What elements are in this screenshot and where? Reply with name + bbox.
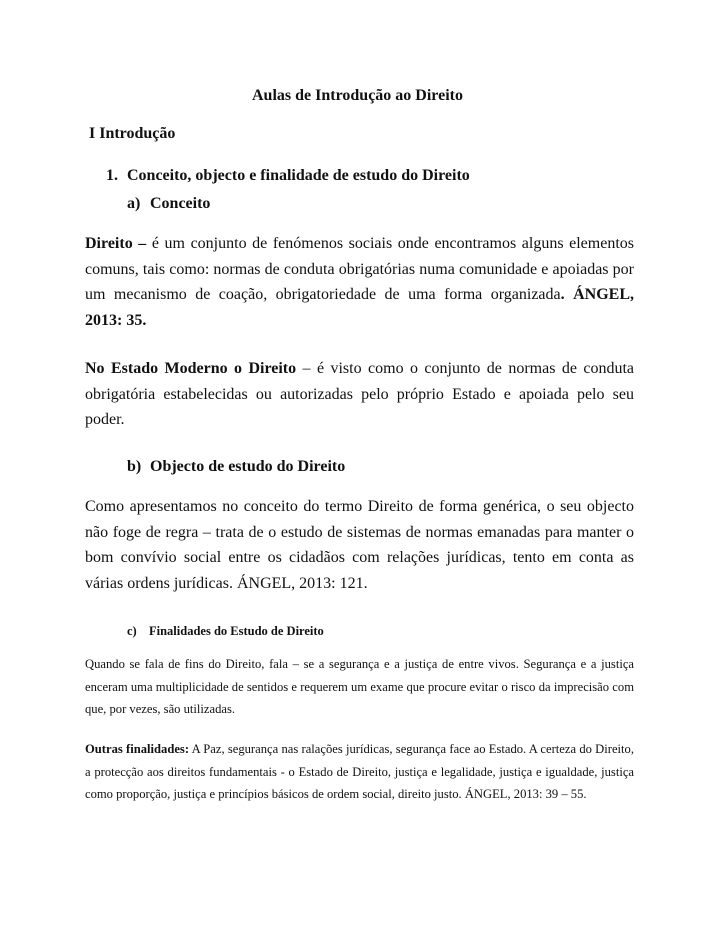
subsection-title: Finalidades do Estudo de Direito	[149, 624, 324, 638]
subsection-label: c)	[127, 624, 137, 638]
paragraph-fins-do-direito	[85, 653, 634, 721]
subsection-label: b)	[127, 458, 142, 475]
paragraph-direito-definition	[85, 231, 634, 333]
paragraph-citation: . ÁNGEL, 2013: 35.	[85, 286, 634, 329]
subsection-heading-objecto	[127, 457, 345, 477]
paragraph-outras-finalidades	[85, 738, 634, 806]
subsection-title: Conceito	[150, 195, 211, 212]
paragraph-body: A Paz, segurança nas ralações jurídicas, segurança face ao Estado. A certeza do Direito, a protecção aos direitos fundamentais - o Estado de Direito, justiça e legalidade, justiça e igualdade, justiça como proporção, justiça e princípios básicos de ordem social, direito justo. ÁNGEL, 2013: 39 – 55.	[85, 742, 634, 801]
paragraph-body: – é visto como o conjunto de normas de conduta obrigatória estabelecidas ou autorizadas pelo próprio Estado e apoiada pelo seu poder.	[85, 360, 635, 428]
paragraph-body: Quando se fala de fins do Direito, fala – se a segurança e a justiça de entre vivos. Segurança e a justiça enceram uma multiplicidade de sentidos e requerem um exame que procure evitar o risco da imprecisão com que, por vezes, são utilizadas.	[85, 657, 634, 716]
paragraph-estado-moderno	[85, 356, 634, 433]
heading-text: Conceito, objecto e finalidade de estudo do Direito	[127, 167, 470, 184]
subsection-title: Objecto de estudo do Direito	[150, 458, 346, 475]
paragraph-lead: Outras finalidades:	[85, 742, 190, 756]
paragraph-lead: No Estado Moderno o Direito	[85, 360, 297, 377]
heading-number: 1.	[106, 167, 118, 184]
paragraph-body: é um conjunto de fenómenos sociais onde encontramos alguns elementos comuns, tais como: normas de conduta obrigatórias numa comunidade e apoiadas por um mecanismo de coação, obrigatoriedade de uma forma organizada	[85, 235, 635, 303]
subsection-label: a)	[127, 195, 141, 212]
document-title: Aulas de Introdução ao Direito	[252, 87, 463, 104]
paragraph-lead: Direito –	[85, 235, 147, 252]
subsection-heading-conceito	[127, 194, 210, 214]
subsection-heading-finalidades	[127, 623, 324, 639]
paragraph-objecto	[85, 494, 634, 596]
numbered-heading	[106, 166, 470, 186]
paragraph-body: Como apresentamos no conceito do termo Direito de forma genérica, o seu objecto não foge de regra – trata de o estudo de sistemas de normas emanadas para manter o bom convívio social entre os cidadãos com relações jurídicas, tento em conta as várias ordens jurídicas. ÁNGEL, 2013: 121.	[85, 498, 634, 592]
section-heading: I Introdução	[89, 125, 176, 142]
